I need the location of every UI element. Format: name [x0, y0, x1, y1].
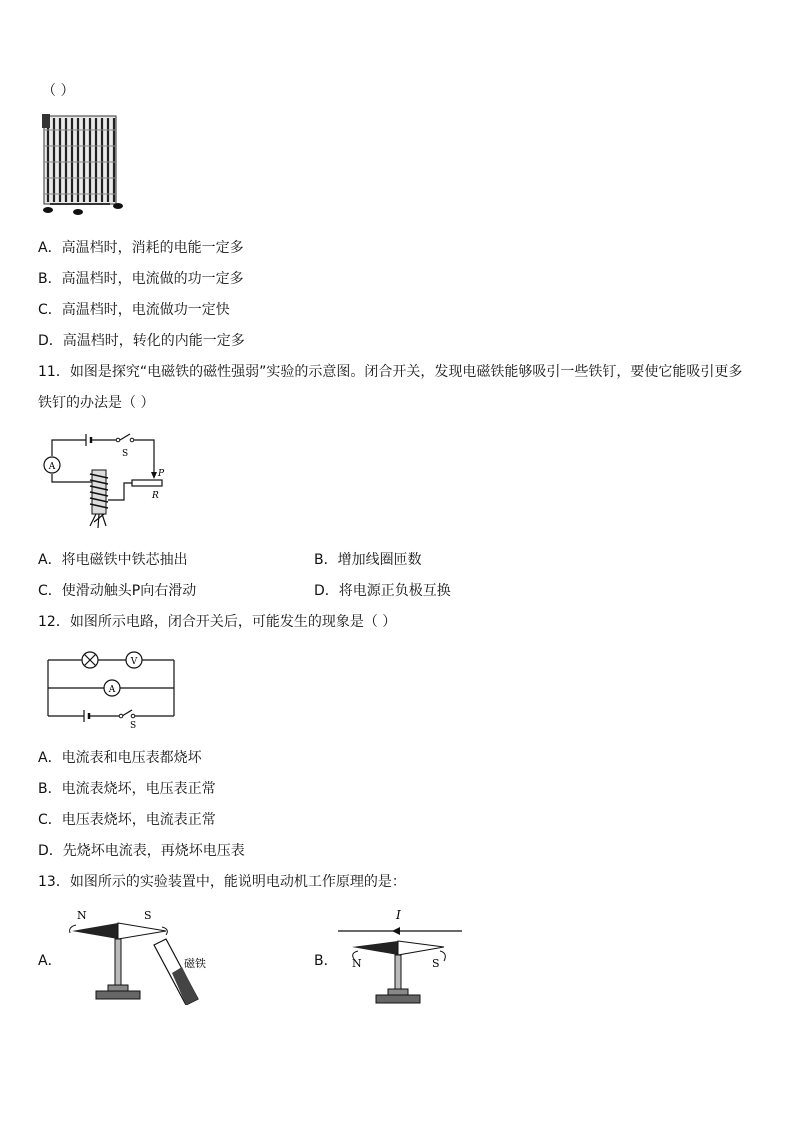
q11-option-c[interactable]: C．使滑动触头P向右滑动 [38, 583, 197, 599]
q13-figure-a-compass-magnet [62, 905, 232, 1005]
q12-switch-label: S [130, 721, 137, 730]
q13-b-north-label: N [352, 957, 362, 970]
q10-stem-tail: （ ） [42, 83, 75, 99]
q13-a-south-label: S [144, 909, 152, 922]
q13-a-north-label: N [77, 909, 87, 922]
q11-stem-line1: 11．如图是探究“电磁铁的磁性强弱”实验的示意图。闭合开关，发现电磁铁能够吸引一些铁钉，要使它能吸引更多 [38, 364, 743, 380]
q11-rheostat-label: R [152, 491, 159, 501]
q11-option-d[interactable]: D．将电源正负极互换 [314, 583, 451, 599]
q12-option-c[interactable]: C．电压表烧坏，电流表正常 [38, 812, 216, 828]
q12-stem: 12．如图所示电路，闭合开关后，可能发生的现象是（ ） [38, 614, 397, 630]
q11-option-a[interactable]: A．将电磁铁中铁芯抽出 [38, 552, 188, 568]
q10-option-a[interactable]: A．高温档时，消耗的电能一定多 [38, 240, 244, 256]
q12-ammeter-label: A [108, 685, 116, 695]
q13-a-magnet-label: 磁铁 [184, 957, 206, 970]
q10-heater-figure [40, 110, 126, 218]
q11-ammeter-label: A [48, 462, 56, 472]
q12-voltmeter-label: V [130, 657, 138, 667]
q13-option-b-label[interactable]: B． [314, 953, 338, 969]
q12-option-a[interactable]: A．电流表和电压表都烧坏 [38, 750, 202, 766]
q13-option-a-label[interactable]: A． [38, 953, 62, 969]
q12-option-b[interactable]: B．电流表烧坏，电压表正常 [38, 781, 216, 797]
q12-circuit-figure [44, 648, 178, 730]
q13-stem: 13．如图所示的实验装置中，能说明电动机工作原理的是： [38, 874, 406, 890]
q13-b-current-label: I [396, 908, 401, 922]
q11-stem-line2: 铁钉的办法是（ ） [38, 395, 155, 411]
q10-option-c[interactable]: C．高温档时，电流做功一定快 [38, 302, 230, 318]
q11-slider-label: P [158, 469, 165, 479]
q11-electromagnet-circuit [36, 430, 176, 530]
q13-b-south-label: S [432, 957, 440, 970]
q11-option-b[interactable]: B．增加线圈匝数 [314, 552, 422, 568]
q11-switch-label: S [122, 449, 129, 459]
q13-figure-b-compass-current [334, 905, 466, 1005]
q10-option-d[interactable]: D．高温档时，转化的内能一定多 [38, 333, 245, 349]
q10-option-b[interactable]: B．高温档时，电流做的功一定多 [38, 271, 244, 287]
q12-option-d[interactable]: D．先烧坏电流表，再烧坏电压表 [38, 843, 245, 859]
